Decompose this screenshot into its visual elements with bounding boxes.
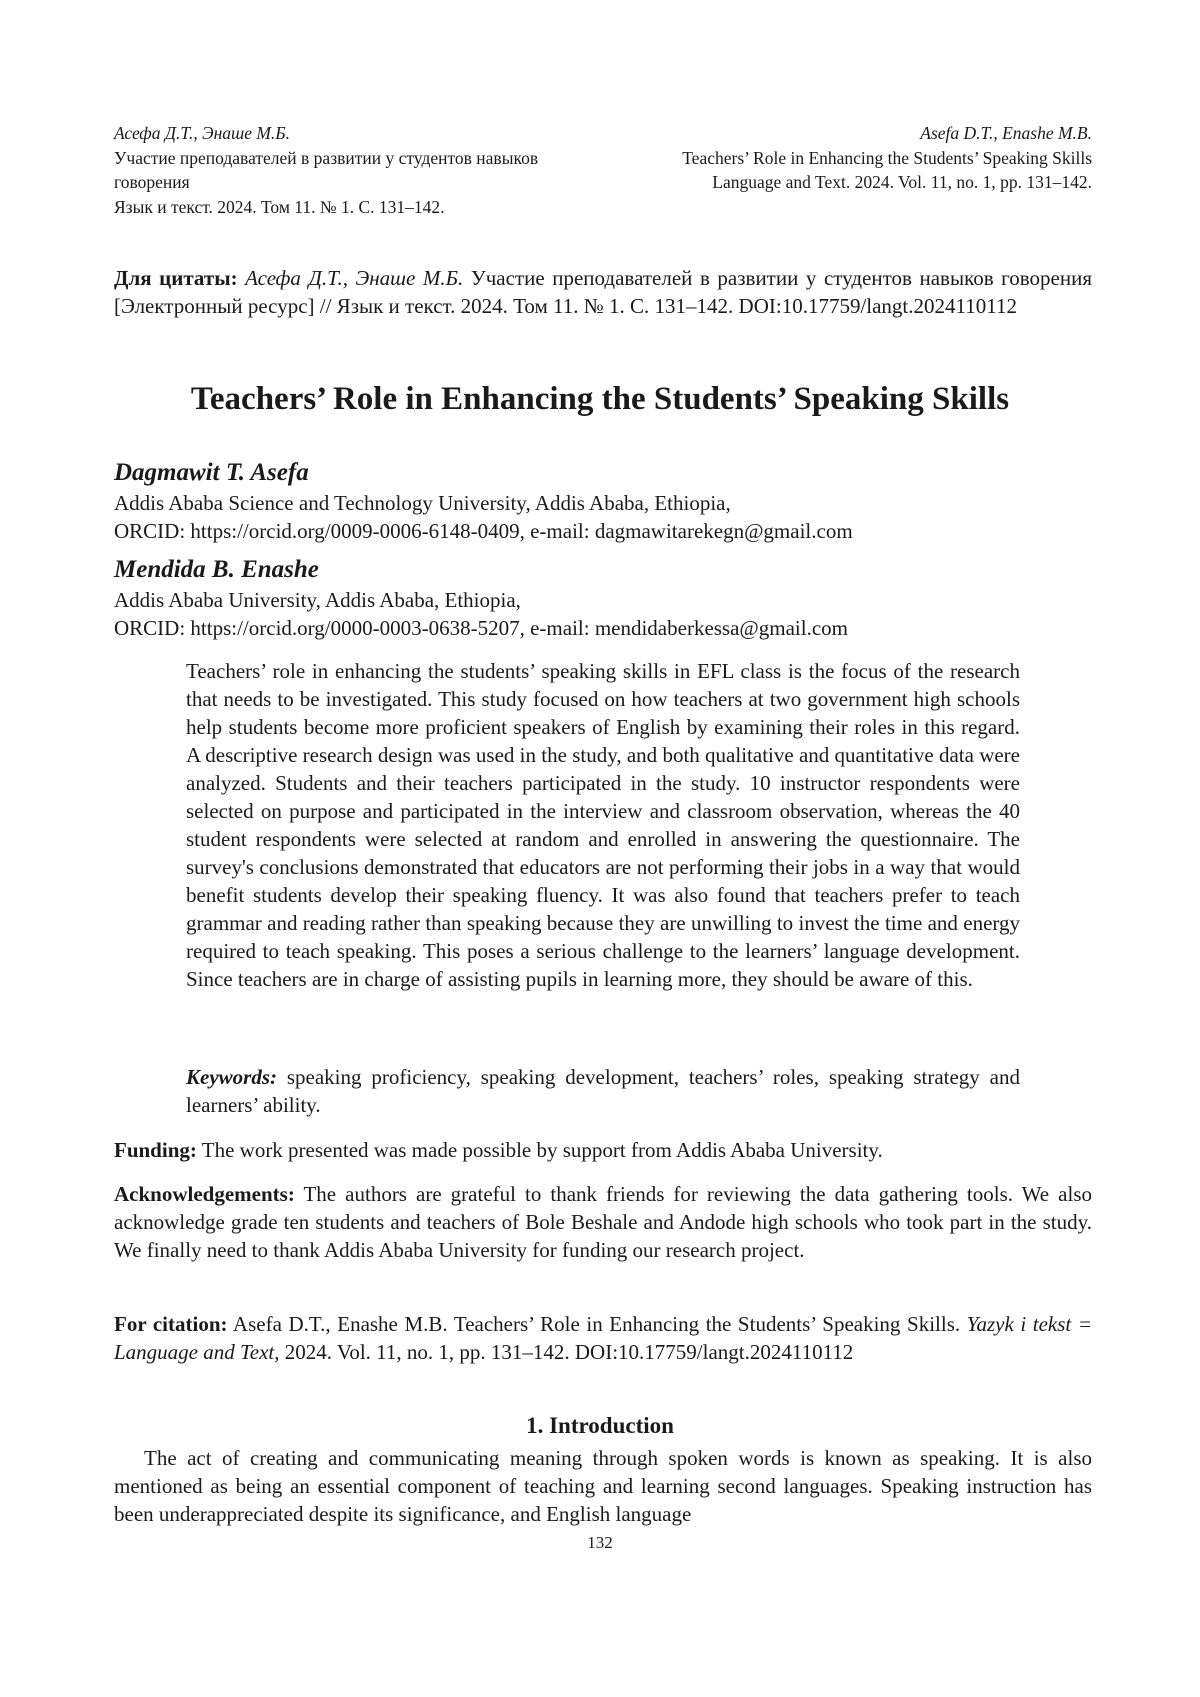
abstract: Teachers’ role in enhancing the students’ speaking skills in EFL class is the focus of the research that needs to be investigated. This study focused on how teachers at two government high schools help students become more proficient speakers of English by examining their roles in this regard. A descriptive research design was used in the study, and both qualitative and quantitative data were analyzed. Students and their teachers participated in the study. 10 instructor respondents were selected on purpose and participated in the interview and classroom observation, whereas the 40 student respondents were selected at random and enrolled in answering the questionnaire. The survey's conclusions demonstrated that educators are not performing their jobs in a way that would benefit students develop their speaking fluency. It was also found that teachers prefer to teach grammar and reading rather than speaking because they are unwilling to invest the time and energy required to teach speaking. This poses a serious challenge to the learners’ language development. Since teachers are in charge of assisting pupils in learning more, they should be aware of this. (186, 657, 1020, 993)
article-title: Teachers’ Role in Enhancing the Students’ Speaking Skills (0, 379, 1200, 419)
running-head-en (632, 121, 1092, 195)
introduction-heading: 1. Introduction (0, 1411, 1200, 1441)
keywords (186, 1063, 1020, 1119)
citation-en (114, 1310, 1092, 1366)
citation-ru-label: Для цитаты: (114, 266, 238, 290)
author-2-contact: ORCID: https://orcid.org/0000-0003-0638-5207, e-mail: mendidaberkessa@gmail.com (114, 614, 848, 642)
keywords-text: speaking proficiency, speaking development, teachers’ roles, speaking strategy and learners’ ability. (186, 1065, 1020, 1117)
header-title-ru: Участие преподавателей в развитии у студентов навыков говорения (114, 146, 554, 195)
header-authors-ru: Асефа Д.Т., Энаше М.Б. (114, 121, 554, 146)
header-source-en: Language and Text. 2024. Vol. 11, no. 1, pp. 131–142. (632, 170, 1092, 195)
citation-en-label: For citation: (114, 1312, 228, 1336)
author-2-name: Mendida B. Enashe (114, 555, 319, 585)
journal-page (0, 0, 1200, 1697)
running-head-ru (114, 121, 554, 219)
introduction-text: The act of creating and communicating meaning through spoken words is known as speaking. It is also mentioned as being an essential component of teaching and learning second languages. Speaking instruction has been underappreciated despite its significance, and English language (114, 1444, 1092, 1528)
author-1-contact: ORCID: https://orcid.org/0009-0006-6148-0409, e-mail: dagmawitarekegn@gmail.com (114, 517, 853, 545)
citation-en-details: , 2024. Vol. 11, no. 1, pp. 131–142. DOI:10.17759/langt.2024110112 (274, 1340, 853, 1364)
citation-en-journal: Yazyk i tekst = Language and Text (114, 1312, 1092, 1364)
author-1-affiliation: Addis Ababa Science and Technology University, Addis Ababa, Ethiopia, (114, 489, 731, 517)
citation-ru (114, 264, 1092, 320)
funding (114, 1136, 1092, 1164)
keywords-label: Keywords: (186, 1065, 277, 1089)
header-source-ru: Язык и текст. 2024. Том 11. № 1. С. 131–142. (114, 195, 554, 220)
header-authors-en: Asefa D.T., Enashe M.B. (632, 121, 1092, 146)
header-title-en: Teachers’ Role in Enhancing the Students’ Speaking Skills (632, 146, 1092, 171)
author-1-name: Dagmawit T. Asefa (114, 458, 309, 488)
page-number: 132 (0, 1532, 1200, 1554)
acknowledgements (114, 1180, 1092, 1264)
citation-en-text: Asefa D.T., Enashe M.B. Teachers’ Role in Enhancing the Students’ Speaking Skills. (233, 1312, 960, 1336)
citation-ru-text: Участие преподавателей в развитии у студентов навыков говорения [Электронный ресурс] // Язык и текст. 2024. Том 11. № 1. С. 131–142. DOI:10.17759/langt.2024110112 (114, 266, 1092, 318)
acknowledgements-label: Acknowledgements: (114, 1182, 295, 1206)
author-2-affiliation: Addis Ababa University, Addis Ababa, Ethiopia, (114, 586, 521, 614)
citation-ru-authors: Асефа Д.Т., Энаше М.Б. (245, 266, 463, 290)
funding-text: The work presented was made possible by support from Addis Ababa University. (202, 1138, 883, 1162)
funding-label: Funding: (114, 1138, 197, 1162)
acknowledgements-text: The authors are grateful to thank friends for reviewing the data gathering tools. We also acknowledge grade ten students and teachers of Bole Beshale and Andode high schools who took part in the study. We finally need to thank Addis Ababa University for funding our research project. (114, 1182, 1092, 1262)
